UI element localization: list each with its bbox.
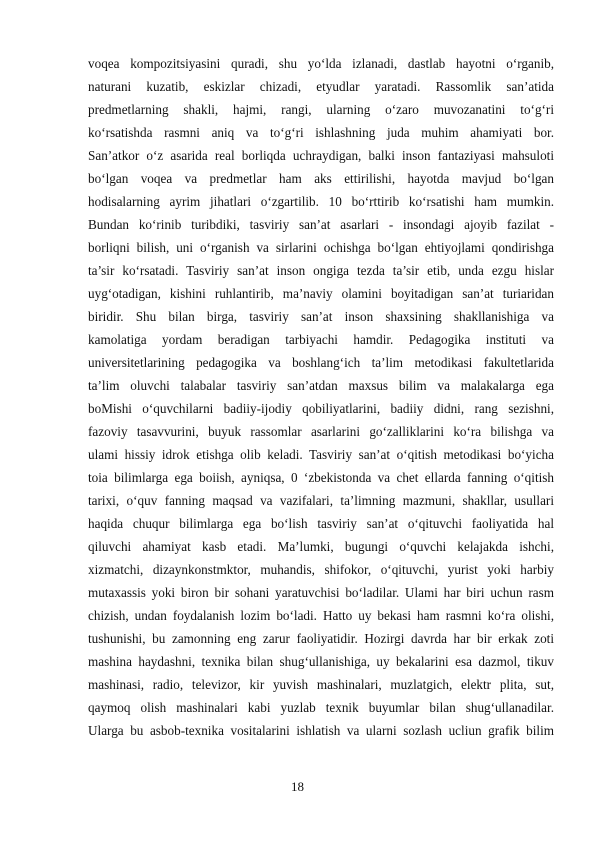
text-line: Ularga bu asbob-texnika vositalarini ishlatish va ularni sozlash ucliun grafik bilim (88, 723, 554, 738)
text-line: voqea kompozitsiyasini quradi, shu yo‘lda izlanadi, dastlab hayotni o‘rganib, (88, 56, 554, 71)
text-line: chizish, undan foydalanish lozim bo‘ladi. Hatto uy bekasi ham rasmni ko‘ra olishi, (88, 608, 554, 623)
text-line: kamolatiga yordam beradigan tarbiyachi hamdir. Pedagogika instituti va (88, 332, 554, 347)
text-line: San’atkor o‘z asarida real borliqda uchraydigan, balki inson fantaziyasi mahsuloti (88, 148, 554, 163)
text-line: haqida chuqur bilimlarga ega bo‘lish tasviriy san’at o‘qituvchi faoliyatida hal (88, 516, 554, 531)
text-line: mashina haydashni, texnika bilan shug‘ullanishiga, uy bekalarini esa dazmol, tikuv (88, 654, 554, 669)
text-line: boMishi o‘quvchilarni badiiy-ijodiy qobiliyatlarini, badiiy didni, rang sezishni, (88, 401, 554, 416)
text-line: xizmatchi, dizaynkonstmktor, muhandis, shifokor, o‘qituvchi, yurist yoki harbiy (88, 562, 554, 577)
text-line: universitetlarining pedagogika va boshlang‘ich ta’lim metodikasi fakultetlarida (88, 355, 554, 370)
text-line: hodisalarning ayrim jihatlari o‘zgartilib. 10 bo‘rttirib ko‘rsatishi ham mumkin. (88, 194, 554, 209)
text-line: qiluvchi ahamiyat kasb etadi. Ma’lumki, bugungi o‘quvchi kelajakda ishchi, (88, 539, 554, 554)
text-line: tarixi, o‘quv fanning maqsad va vazifalari, ta’limning mazmuni, shakllar, usullari (88, 493, 554, 508)
text-line: ta’lim oluvchi talabalar tasviriy san’atdan maxsus bilim va malakalarga ega (88, 378, 554, 393)
text-line: Bundan ko‘rinib turibdiki, tasviriy san’at asarlari - insondagi ajoyib fazilat - (88, 217, 554, 232)
text-line: naturani kuzatib, eskizlar chizadi, etyudlar yaratadi. Rassomlik san’atida (88, 79, 554, 94)
text-line: biridir. Shu bilan birga, tasviriy san’at inson shaxsining shakllanishiga va (88, 309, 554, 324)
text-line: ko‘rsatishda rasmni aniq va to‘g‘ri ishlashning juda muhim ahamiyati bor. (88, 125, 554, 140)
body-text (88, 52, 554, 742)
text-line: borliqni bilish, uni o‘rganish va sirlarini ochishga bo‘lgan ehtiyojlami qondirishga (88, 240, 554, 255)
text-line: ulami hissiy idrok etishga olib keladi. Tasviriy san’at o‘qitish metodikasi bo‘yicha (88, 447, 554, 462)
text-line: mashinasi, radio, televizor, kir yuvish mashinalari, muzlatgich, elektr plita, sut, (88, 677, 554, 692)
text-line: mutaxassis yoki biron bir sohani yaratuvchisi bo‘ladilar. Ulami har biri uchun rasm (88, 585, 554, 600)
text-line: uyg‘otadigan, kishini ruhlantirib, ma’naviy olamini boyitadigan san’at turiaridan (88, 286, 554, 301)
text-line: qaymoq olish mashinalari kabi yuzlab texnik buyumlar bilan shug‘ullanadilar. (88, 700, 554, 715)
text-line: toia bilimlarga ega boiish, ayniqsa, 0 ‘zbekistonda va chet ellarda fanning o‘qitish (88, 470, 554, 485)
page-number: 18 (291, 779, 304, 794)
text-line: fazoviy tasavvurini, buyuk rassomlar asarlarini go‘zalliklarini ko‘ra bilishga va (88, 424, 554, 439)
text-line: predmetlarning shakli, hajmi, rangi, ularning o‘zaro muvozanatini to‘g‘ri (88, 102, 554, 117)
text-line: bo‘lgan voqea va predmetlar ham aks ettirilishi, hayotda mavjud bo‘lgan (88, 171, 554, 186)
text-line: ta’sir ko‘rsatadi. Tasviriy san’at inson ongiga tezda ta’sir etib, unda ezgu hislar (88, 263, 554, 278)
text-line: tushunishi, bu zamonning eng zarur faoliyatidir. Hozirgi davrda har bir erkak zoti (88, 631, 554, 646)
